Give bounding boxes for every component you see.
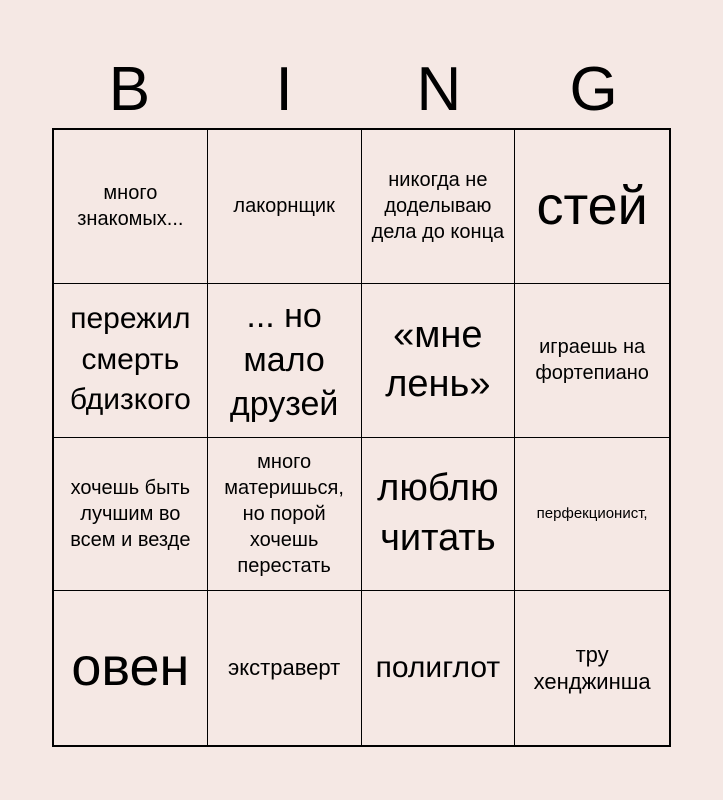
- bingo-header: [52, 52, 671, 128]
- bingo-cell-r3c2[interactable]: много материшься, но порой хочешь перестать: [208, 438, 362, 592]
- header-letter-n: N: [416, 55, 462, 124]
- bingo-cell-r2c4[interactable]: играешь на фортепиано: [515, 284, 669, 438]
- bingo-cell-r1c1[interactable]: много знакомых...: [54, 130, 208, 284]
- bingo-cell-r3c1[interactable]: хочешь быть лучшим во всем и везде: [54, 438, 208, 592]
- bingo-cell-r2c1[interactable]: пережил смерть бдизкого: [54, 284, 208, 438]
- header-letter-b: B: [108, 55, 151, 124]
- bingo-grid: [52, 128, 671, 747]
- bingo-cell-r2c2[interactable]: ... но мало друзей: [208, 284, 362, 438]
- header-letter-i: I: [275, 55, 293, 124]
- header-letter-g: G: [569, 55, 618, 124]
- bingo-cell-r1c4[interactable]: стей: [515, 130, 669, 284]
- bingo-cell-r4c1[interactable]: овен: [54, 591, 208, 745]
- bingo-cell-r4c2[interactable]: экстраверт: [208, 591, 362, 745]
- bingo-cell-r1c3[interactable]: никогда не доделываю дела до конца: [362, 130, 516, 284]
- bingo-cell-r1c2[interactable]: лакорнщик: [208, 130, 362, 284]
- bingo-cell-r3c3[interactable]: люблю читать: [362, 438, 516, 592]
- bingo-cell-r2c3[interactable]: «мне лень»: [362, 284, 516, 438]
- bingo-cell-r3c4[interactable]: перфекционист,: [515, 438, 669, 592]
- bingo-cell-r4c3[interactable]: полиглот: [362, 591, 516, 745]
- bingo-cell-r4c4[interactable]: тру хенджинша: [533, 641, 651, 695]
